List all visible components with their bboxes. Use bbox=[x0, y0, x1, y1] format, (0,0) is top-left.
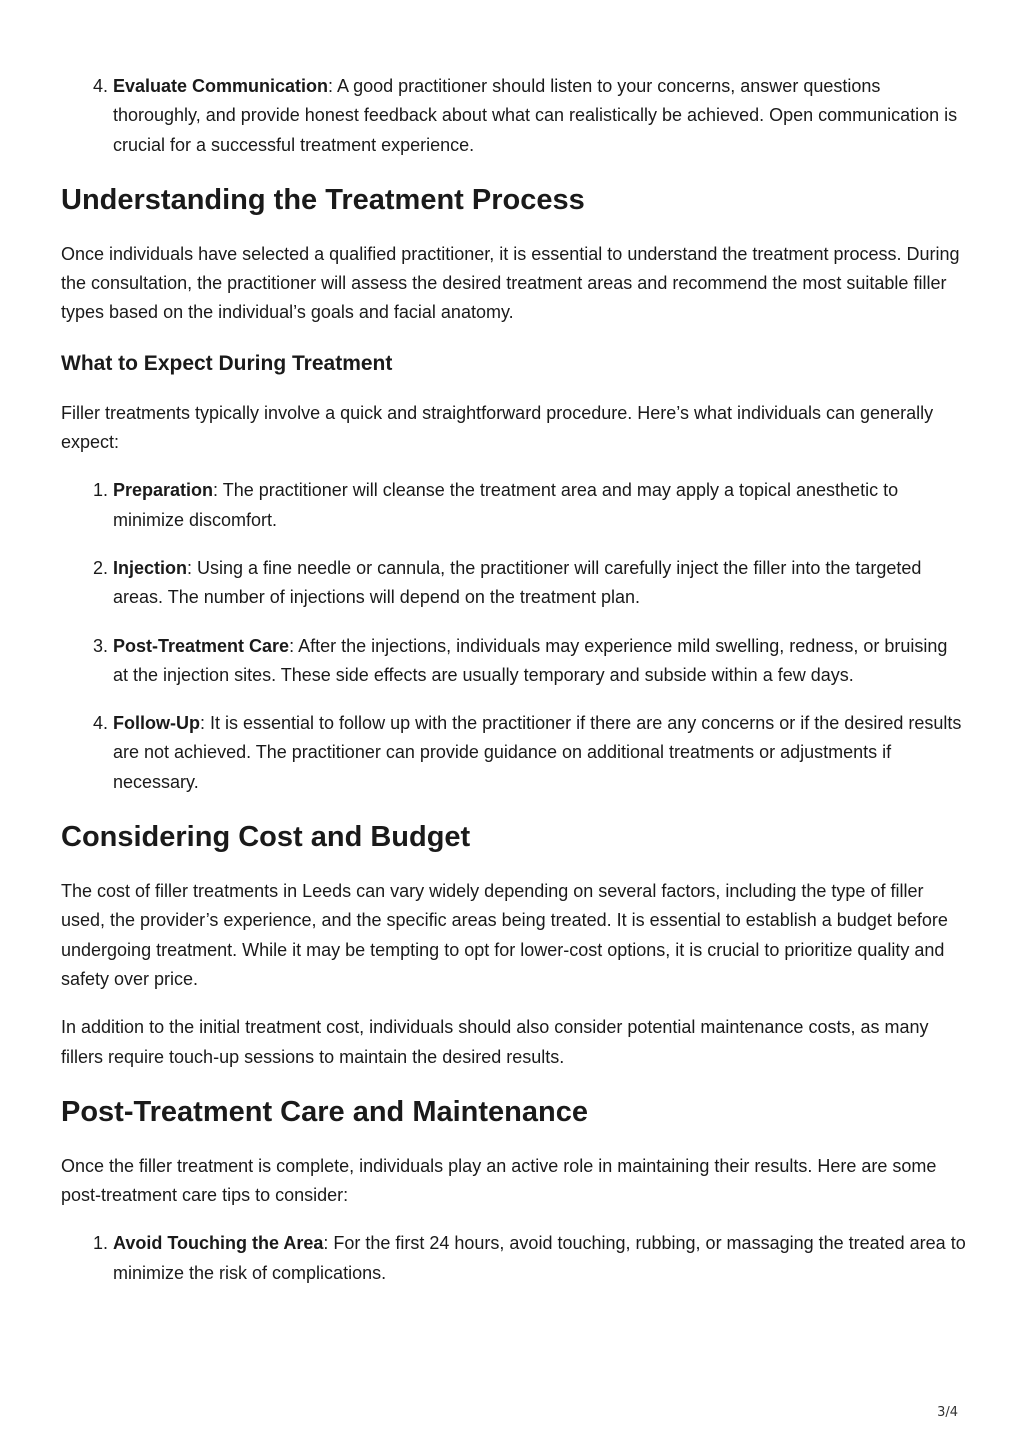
list-item-term: Injection bbox=[113, 557, 188, 578]
list-item-text: : A good practitioner should listen to your concerns, answer questions thoroughly, and provide honest feedback about what can realistically be achieved. Open communication is crucial for a successful treatment experience. bbox=[113, 76, 958, 155]
list-item-text: : The practitioner will cleanse the treatment area and may apply a topical anesthetic to minimize discomfort. bbox=[113, 480, 899, 530]
post-treatment-care-intro: Once the filler treatment is complete, individuals play an active role in maintaining their results. Here are some post-treatment care tips to consider: bbox=[61, 1155, 937, 1206]
list-item-term: Follow-Up bbox=[113, 713, 200, 734]
list-item bbox=[113, 554, 966, 613]
page-number: 3/4 bbox=[937, 1405, 958, 1420]
treatment-process-intro: Once individuals have selected a qualified practitioner, it is essential to understand the treatment process. During the consultation, the practitioner will assess the desired treatment areas and recommend the most suitable filler types based on the individual’s goals and facial anatomy. bbox=[61, 243, 960, 323]
list-item bbox=[113, 709, 966, 797]
list-item bbox=[113, 476, 966, 535]
list-item bbox=[113, 632, 966, 691]
treatment-steps-list bbox=[61, 476, 966, 797]
cost-paragraph-2: In addition to the initial treatment cost, individuals should also consider potential maintenance costs, as many fillers require touch-up sessions to maintain the desired results. bbox=[61, 1017, 929, 1067]
document-page bbox=[61, 0, 966, 1288]
cost-paragraph-1: The cost of filler treatments in Leeds can vary widely depending on several factors, including the type of filler used, the provider’s experience, and the specific areas being treated. It is essential to establish a budget before undergoing treatment. While it may be tempting to opt for lower-cost options, it is crucial to prioritize quality and safety over price. bbox=[61, 881, 948, 989]
section-heading-treatment-process: Understanding the Treatment Process bbox=[61, 183, 585, 216]
list-item-text: : After the injections, individuals may experience mild swelling, redness, or bruising at the injection sites. These side effects are usually temporary and subside within a few days. bbox=[113, 635, 948, 685]
practitioner-tips-list-continued bbox=[61, 72, 966, 160]
list-item-text: : Using a fine needle or cannula, the practitioner will carefully inject the filler into the targeted areas. The number of injections will depend on the treatment plan. bbox=[113, 557, 922, 608]
what-to-expect-intro: Filler treatments typically involve a quick and straightforward procedure. Here’s what individuals can generally expect: bbox=[61, 402, 934, 453]
list-item-term: Evaluate Communication bbox=[113, 76, 329, 96]
list-item bbox=[113, 1229, 966, 1288]
list-item bbox=[113, 72, 966, 160]
section-heading-post-treatment-care: Post-Treatment Care and Maintenance bbox=[61, 1095, 588, 1128]
list-item-text: : It is essential to follow up with the practitioner if there are any concerns or if the desired results are not achieved. The practitioner can provide guidance on additional treatments or adjustments if necessary. bbox=[113, 713, 962, 792]
care-tips-list bbox=[61, 1229, 966, 1288]
section-heading-cost-budget: Considering Cost and Budget bbox=[61, 821, 471, 854]
list-item-term: Avoid Touching the Area bbox=[113, 1233, 324, 1254]
list-item-term: Preparation bbox=[113, 480, 214, 501]
list-item-text: : For the first 24 hours, avoid touching, rubbing, or massaging the treated area to minimize the risk of complications. bbox=[113, 1233, 966, 1283]
list-item-term: Post-Treatment Care bbox=[113, 635, 290, 656]
subheading-what-to-expect: What to Expect During Treatment bbox=[61, 351, 393, 375]
